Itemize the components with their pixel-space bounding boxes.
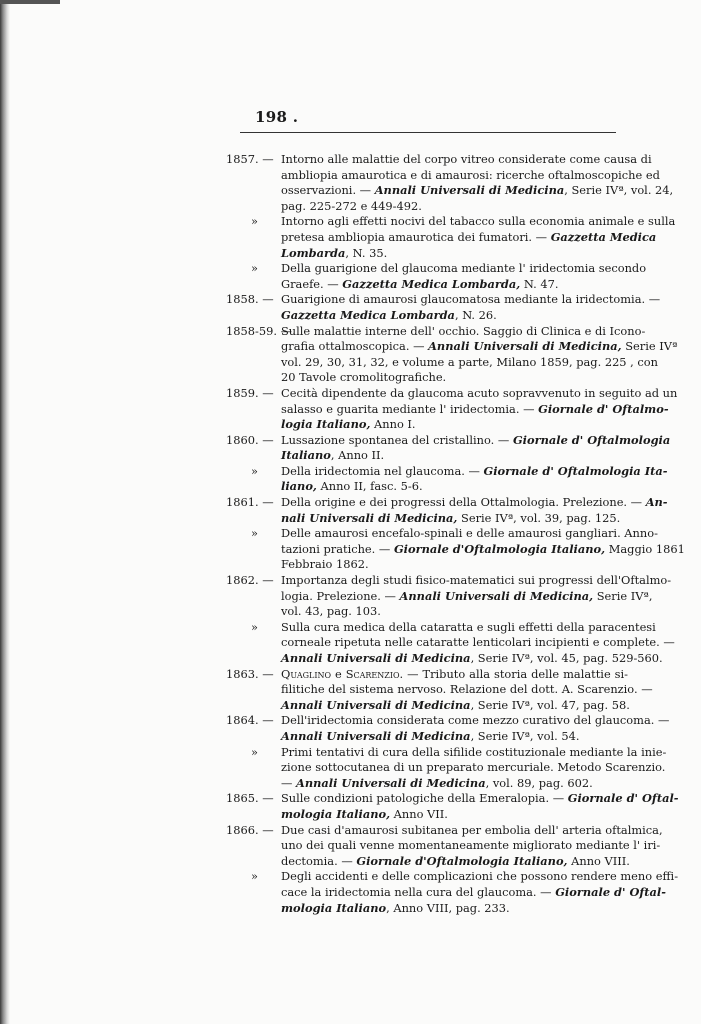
text-segment: Intorno agli effetti nocivi del tabacco sulla economia animale e sulla [281, 214, 676, 229]
text-line [281, 791, 679, 807]
bibliography-entry [226, 214, 676, 261]
text-segment: — [281, 775, 297, 790]
text-segment: Sulla cura medica della cataratta e sugli effetti della paracentesi [281, 619, 656, 634]
text-line [281, 463, 668, 480]
text-line [281, 573, 672, 589]
text-line [281, 214, 676, 230]
text-segment: e [331, 666, 346, 681]
text-line [281, 246, 628, 262]
bibliography-entry [226, 869, 679, 916]
text-line [281, 167, 660, 184]
text-segment: Anno II, fasc. 5-6. [316, 479, 423, 494]
text-segment: , vol. 89, pag. 602. [485, 775, 593, 790]
text-segment: Quaglino [281, 666, 332, 681]
text-segment: Serie IVª [621, 339, 678, 354]
text-line [281, 807, 628, 823]
journal-title: Annali Universali di Medicina [281, 697, 471, 712]
entry-body [281, 495, 668, 526]
journal-title: Lombarda [281, 245, 346, 260]
text-segment: Degli accidenti e delle complicazioni che possono rendere meno effi- [281, 869, 679, 884]
text-segment: vol. 43, pag. 103. [281, 604, 381, 619]
text-segment: , N. 26. [454, 307, 497, 322]
journal-title: Italiano [281, 448, 331, 463]
text-segment: Serie IVª, vol. 39, pag. 125. [457, 510, 621, 525]
journal-title: Giornale d' Oftalmo- [538, 401, 669, 416]
scan-left-edge [0, 0, 10, 1024]
text-segment: Cecità dipendente da glaucoma acuto sopravvenuto in seguito ad un [281, 385, 678, 400]
text-segment: Della iridectomia nel glaucoma. — [281, 463, 484, 478]
text-line [281, 526, 658, 542]
text-line [281, 604, 628, 620]
text-segment: Della origine e dei progressi della Ottalmologia. Prelezione. — [281, 495, 646, 510]
entry-year-label: » [251, 463, 258, 478]
journal-title: Gazzetta Medica [550, 229, 657, 244]
text-segment: Graefe. — [281, 276, 343, 291]
text-line [281, 822, 663, 839]
text-segment: zione sottocutanea di un preparato mercuriale. Metodo Scarenzio. [281, 760, 666, 775]
text-segment: grafia ottalmoscopica. — [281, 339, 429, 354]
text-segment: Anno VIII. [567, 853, 630, 868]
text-segment: Dell'iridectomia considerata come mezzo curativo del glaucoma. — [281, 713, 670, 728]
entry-body [281, 292, 661, 323]
text-segment: Febbraio 1862. [281, 557, 369, 572]
text-segment: dectomia. — [281, 853, 357, 868]
text-line [281, 682, 653, 698]
text-line [281, 901, 628, 917]
text-segment: tazioni pratiche. — [281, 541, 394, 556]
text-line [281, 838, 661, 854]
bibliography-entry [226, 323, 678, 386]
text-segment: filitiche del sistema nervoso. Relazione del dott. A. Scarenzio. — [281, 682, 653, 697]
text-segment: Della guarigione del glaucoma mediante l' iridectomia secondo [281, 261, 647, 276]
journal-title: Annali Universali di Medicina [281, 728, 471, 743]
header-rule [240, 132, 616, 133]
journal-title: Gazzetta Medica Lombarda [281, 307, 455, 322]
text-segment: Maggio 1861 [605, 541, 685, 556]
entry-year-label: 1864. — [226, 713, 274, 728]
journal-title: Giornale d' Oftal- [567, 791, 679, 806]
journal-title: Annali Universali di Medicina [281, 651, 471, 665]
entry-body [281, 526, 685, 573]
text-line [281, 495, 668, 511]
text-segment: Due casi d'amaurosi subitanea per embolia dell' arteria oftalmica, [281, 822, 663, 837]
text-line [281, 698, 628, 714]
bibliography-entry [226, 744, 667, 792]
text-line [281, 183, 674, 199]
text-segment: Primi tentativi di cura della sifilide costituzionale mediante la inie- [281, 744, 667, 759]
text-segment: 20 Tavole cromolitografiche. [281, 370, 447, 385]
entry-year-label: 1858-59. — [226, 323, 292, 338]
text-segment: Guarigione di amaurosi glaucomatosa mediante la iridectomia. — [281, 292, 661, 307]
entry-body [281, 463, 668, 495]
text-line [281, 385, 678, 402]
text-line [281, 557, 628, 573]
text-segment: uno dei quali venne momentaneamente migliorato mediante l' iri- [281, 838, 661, 853]
text-line [281, 401, 669, 418]
text-line [281, 417, 628, 433]
entry-year-label: » [251, 526, 258, 541]
bibliography-entry [226, 526, 685, 573]
text-segment: Intorno alle malattie del corpo vitreo considerate come causa di [281, 152, 652, 166]
text-line [281, 199, 628, 215]
text-segment: , Serie IVª, vol. 45, pag. 529-560. [470, 651, 663, 665]
entry-body [281, 214, 676, 261]
text-line [281, 588, 653, 605]
bibliography-entry [226, 495, 668, 526]
text-segment: ambliopia amaurotica e di amaurosi: ricerche oftalmoscopiche ed [281, 167, 660, 182]
entry-year-label: 1858. — [226, 292, 274, 307]
text-segment: Serie IVª, [593, 588, 653, 603]
page-number: 198 . [255, 108, 299, 126]
entry-year-label: 1863. — [226, 666, 274, 681]
text-line [281, 354, 658, 371]
text-segment: , N. 35. [345, 245, 388, 260]
bibliography-list [226, 152, 685, 916]
journal-title: Giornale d' Oftalmologia Ita- [483, 463, 668, 478]
text-segment: cace la iridectomia nella cura del glaucoma. — [281, 884, 556, 899]
bibliography-entry [226, 713, 670, 744]
text-segment: Delle amaurosi encefalo-spinali e delle amaurosi gangliari. Anno- [281, 526, 658, 541]
entry-year-label: » [251, 214, 258, 229]
text-line [281, 884, 666, 901]
text-line [281, 370, 628, 386]
text-segment: N. 47. [520, 276, 559, 291]
text-segment: Sulle malattie interne dell' occhio. Saggio di Clinica e di Icono- [281, 323, 646, 338]
journal-title: Annali Universali di Medicina, [428, 339, 622, 354]
journal-title: Giornale d'Oftalmologia Italiano, [356, 853, 568, 868]
journal-title: Annali Universali di Medicina, [399, 588, 594, 603]
entry-year-label: » [251, 744, 258, 759]
text-line [281, 854, 628, 870]
journal-title: Annali Universali di Medicina [296, 775, 486, 790]
text-line [281, 152, 652, 168]
journal-title: liano, [281, 479, 317, 494]
entry-body [281, 713, 670, 744]
text-line [281, 432, 671, 449]
journal-title: Giornale d'Oftalmologia Italiano, [393, 541, 606, 556]
text-line [281, 448, 628, 464]
entry-body [281, 432, 671, 464]
bibliography-entry [226, 791, 679, 822]
text-line [281, 292, 661, 308]
text-segment: Scarenzio [345, 666, 400, 681]
text-segment: osservazioni. — [281, 183, 375, 198]
bibliography-entry [226, 292, 661, 323]
text-line [281, 339, 678, 355]
text-line [281, 308, 628, 324]
text-line [281, 713, 670, 729]
text-line [281, 619, 656, 636]
text-line [281, 760, 666, 776]
text-line [281, 651, 663, 667]
text-segment: . — Tributo alla storia delle malattie si- [399, 666, 628, 681]
text-line [281, 261, 647, 277]
text-segment: , Anno II. [330, 448, 385, 463]
text-line [281, 635, 675, 651]
bibliography-entry [226, 152, 674, 214]
entry-year-label: 1859. — [226, 385, 274, 400]
entry-year-label: 1857. — [226, 152, 274, 166]
entry-body [281, 744, 667, 792]
journal-title: Giornale d' Oftalmologia [512, 432, 671, 447]
text-line [281, 667, 628, 683]
bibliography-entry [226, 261, 647, 292]
text-segment: Importanza degli studi fisico-matematici sui progressi dell'Oftalmo- [281, 573, 672, 588]
text-segment: Anno VII. [390, 806, 448, 821]
bibliography-entry [226, 619, 675, 667]
entry-body [281, 385, 678, 433]
text-segment: , Anno VIII, pag. 233. [386, 900, 510, 915]
text-segment: Sulle condizioni patologiche della Emeralopia. — [281, 791, 568, 806]
journal-title: Giornale d' Oftal- [555, 884, 666, 899]
entry-year-label: 1865. — [226, 791, 274, 806]
entry-year-label: » [251, 619, 258, 634]
text-segment: , Serie IVª, vol. 24, [564, 183, 674, 198]
bibliography-entry [226, 822, 663, 870]
text-segment: , Serie IVª, vol. 54. [470, 728, 580, 743]
bibliography-entry [226, 463, 668, 495]
text-line [281, 229, 657, 246]
text-line [281, 479, 628, 495]
text-line [281, 729, 628, 745]
journal-title: nali Universali di Medicina, [281, 510, 458, 525]
entry-body [281, 791, 679, 822]
journal-title: Annali Universali di Medicina [374, 183, 565, 198]
entry-year-label: 1862. — [226, 573, 274, 588]
journal-title: mologia Italiano [281, 900, 387, 915]
entry-body [281, 619, 675, 667]
entry-body [281, 666, 653, 714]
entry-year-label: » [251, 261, 258, 276]
journal-title: Gazzetta Medica Lombarda, [342, 276, 521, 291]
entry-body [281, 261, 647, 292]
text-line [281, 869, 679, 885]
text-segment: pretesa ambliopia amaurotica dei fumatori. — [281, 229, 551, 244]
text-line [281, 511, 628, 527]
entry-year-label: 1861. — [226, 495, 274, 510]
entry-year-label: 1860. — [226, 432, 274, 447]
entry-body [281, 869, 679, 916]
text-segment: Lussazione spontanea del cristallino. — [281, 432, 513, 447]
bibliography-entry [226, 666, 653, 714]
bibliography-entry [226, 385, 678, 433]
scan-top-edge [0, 0, 60, 4]
text-segment: pag. 225-272 e 449-492. [281, 198, 422, 213]
text-line [281, 541, 685, 558]
text-line [281, 323, 646, 340]
entry-body [281, 573, 672, 620]
entry-year-label: » [251, 869, 258, 884]
text-line [281, 744, 667, 761]
bibliography-entry [226, 573, 672, 620]
text-line [281, 776, 628, 792]
text-segment: vol. 29, 30, 31, 32, e volume a parte, Milano 1859, pag. 225 , con [281, 354, 658, 369]
text-segment: logia. Prelezione. — [281, 588, 400, 603]
journal-title: logia Italiano, [281, 417, 371, 432]
bibliography-entry [226, 432, 671, 464]
entry-year-label: 1866. — [226, 822, 274, 837]
journal-title: An- [645, 495, 668, 510]
entry-body [281, 822, 663, 870]
text-segment: corneale ripetuta nelle cataratte lenticolari incipienti e complete. — [281, 635, 675, 650]
entry-body [281, 323, 678, 386]
text-segment: salasso e guarita mediante l' iridectomia. — [281, 401, 539, 416]
text-line [281, 277, 628, 293]
text-segment: Anno I. [370, 417, 416, 432]
text-segment: , Serie IVª, vol. 47, pag. 58. [470, 697, 630, 712]
journal-title: mologia Italiano, [281, 806, 391, 821]
entry-body [281, 152, 674, 214]
